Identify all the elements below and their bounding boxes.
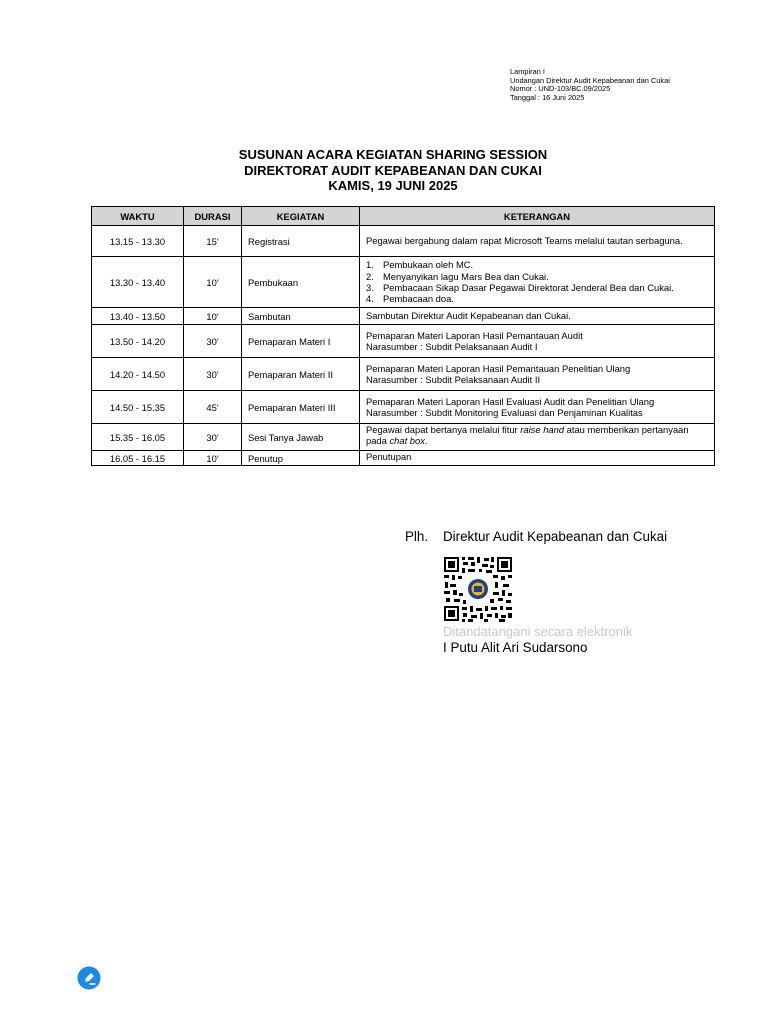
- list-text: Pembukaan oleh MC.: [383, 259, 474, 271]
- qr-code-icon: [443, 556, 513, 622]
- lampiran-line: Lampiran I: [510, 67, 545, 76]
- cell-kegiatan: Sesi Tanya Jawab: [242, 424, 360, 451]
- pen-sign-icon[interactable]: [77, 966, 101, 990]
- header-keterangan: KETERANGAN: [360, 207, 715, 226]
- tanggal-label: Tanggal :: [510, 92, 540, 102]
- cell-kegiatan: Sambutan: [242, 308, 360, 325]
- table-header-row: [92, 207, 715, 226]
- keterangan-text: .: [424, 435, 428, 447]
- table-row: [92, 226, 715, 257]
- plh-label: Plh.: [405, 529, 429, 544]
- cell-waktu: 13.50 - 14.20: [92, 325, 184, 358]
- cell-kegiatan: Registrasi: [242, 226, 360, 257]
- list-number: 4.: [366, 293, 374, 305]
- signer-position: Direktur Audit Kepabeanan dan Cukai: [443, 529, 668, 544]
- header-kegiatan: KEGIATAN: [242, 207, 360, 226]
- cell-waktu: 13.40 - 13.50: [92, 308, 184, 325]
- cell-keterangan: [360, 358, 715, 391]
- list-item: [366, 271, 708, 282]
- cell-keterangan: [360, 257, 715, 308]
- keterangan-line: Pemaparan Materi Laporan Hasil Pemantauan Penelitian Ulang: [366, 362, 631, 374]
- keterangan-line: Pemaparan Materi Laporan Hasil Pemantauan Audit: [366, 329, 583, 341]
- cell-waktu: 13.30 - 13.40: [92, 257, 184, 308]
- signer-name: I Putu Alit Ari Sudarsono: [443, 640, 588, 655]
- list-text: Menyanyikan lagu Mars Bea dan Cukai.: [383, 270, 549, 282]
- table-row: [92, 358, 715, 391]
- table-row: [92, 391, 715, 424]
- cell-waktu: 13.15 - 13.30: [92, 226, 184, 257]
- cell-keterangan: Sambutan Direktur Audit Kepabeanan dan Cukai.: [360, 308, 715, 325]
- cell-durasi: 30': [184, 358, 242, 391]
- nomor-value: UND-103/BC.09/2025: [538, 84, 611, 94]
- list-item: [366, 282, 708, 293]
- cell-waktu: 16.05 - 16.15: [92, 451, 184, 466]
- keterangan-text: atau memberikan pertanyaan pada: [366, 424, 689, 447]
- list-number: 2.: [366, 270, 374, 282]
- nomor-label: Nomor :: [510, 84, 537, 94]
- cell-kegiatan: Pemaparan Materi I: [242, 325, 360, 358]
- cell-kegiatan: Pemaparan Materi II: [242, 358, 360, 391]
- electronic-sign-note: Ditandatangani secara elektronik: [443, 624, 633, 639]
- lampiran-tanggal: [510, 94, 670, 103]
- cell-durasi: 30': [184, 325, 242, 358]
- keterangan-line: Narasumber : Subdit Pelaksanaan Audit II: [366, 374, 541, 385]
- table-row: [92, 257, 715, 308]
- cell-keterangan: [360, 391, 715, 424]
- cell-durasi: 10': [184, 451, 242, 466]
- title-line-1: SUSUNAN ACARA KEGIATAN SHARING SESSION: [238, 147, 548, 162]
- lampiran-subject: Undangan Direktur Audit Kepabeanan dan Cukai: [510, 75, 670, 85]
- cell-kegiatan: Penutup: [242, 451, 360, 466]
- keterangan-italic: raise hand: [520, 424, 565, 435]
- cell-kegiatan: Pembukaan: [242, 257, 360, 308]
- header-durasi: DURASI: [184, 207, 242, 226]
- cell-durasi: 10': [184, 257, 242, 308]
- cell-waktu: 15.35 - 16.05: [92, 424, 184, 451]
- keterangan-list: [366, 259, 708, 305]
- list-number: 1.: [366, 259, 374, 271]
- title-line-3: KAMIS, 19 JUNI 2025: [328, 178, 458, 193]
- lampiran-block: [510, 68, 670, 102]
- table-row: [92, 424, 715, 451]
- list-text: Pembacaan doa.: [383, 293, 454, 305]
- title-line-2: DIREKTORAT AUDIT KEPABEANAN DAN CUKAI: [244, 162, 542, 178]
- table-row: [92, 451, 715, 466]
- cell-keterangan: Penutupan: [360, 451, 715, 466]
- cell-durasi: 10': [184, 308, 242, 325]
- keterangan-text: Pegawai dapat bertanya melalui fitur: [366, 424, 521, 435]
- cell-waktu: 14.50 - 15.35: [92, 391, 184, 424]
- keterangan-italic: chat box: [389, 435, 425, 447]
- keterangan-line: Pemaparan Materi Laporan Hasil Evaluasi Audit dan Penelitian Ulang: [366, 395, 655, 407]
- list-number: 3.: [366, 282, 374, 293]
- agenda-table: [91, 206, 715, 466]
- keterangan-line: Narasumber : Subdit Monitoring Evaluasi dan Penjaminan Kualitas: [366, 407, 643, 418]
- cell-waktu: 14.20 - 14.50: [92, 358, 184, 391]
- table-row: [92, 325, 715, 358]
- cell-durasi: 30': [184, 424, 242, 451]
- tanggal-value: 16 Juni 2025: [542, 92, 585, 102]
- cell-keterangan: Pegawai bergabung dalam rapat Microsoft Teams melalui tautan serbaguna.: [360, 226, 715, 257]
- cell-kegiatan: Pemaparan Materi III: [242, 391, 360, 424]
- list-item: [366, 259, 708, 270]
- cell-keterangan: [360, 325, 715, 358]
- header-waktu: WAKTU: [92, 207, 184, 226]
- keterangan-line: Narasumber : Subdit Pelaksanaan Audit I: [366, 341, 538, 352]
- list-item: [366, 293, 708, 304]
- cell-keterangan: [360, 424, 715, 451]
- document-title: [90, 147, 696, 194]
- cell-durasi: 15': [184, 226, 242, 257]
- list-text: Pembacaan Sikap Dasar Pegawai Direktorat Jenderal Bea dan Cukai.: [383, 282, 674, 293]
- table-row: [92, 308, 715, 325]
- cell-durasi: 45': [184, 391, 242, 424]
